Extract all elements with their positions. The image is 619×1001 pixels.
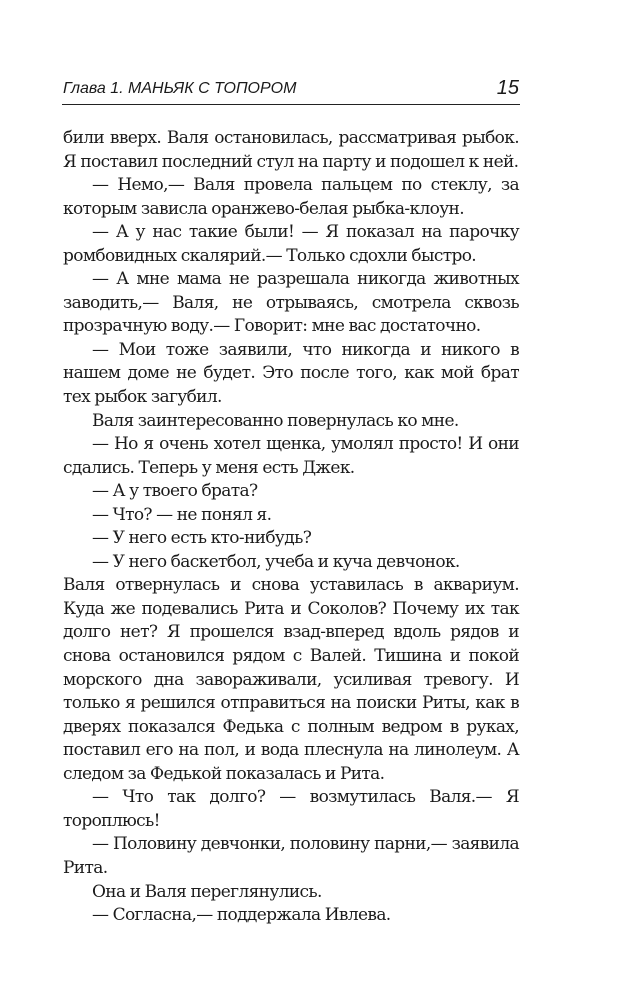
paragraph: Валя заинтересованно повернулась ко мне. xyxy=(92,410,459,431)
paragraph: — А у нас такие были! — Я показал на парочку ромбовидных скалярий.— Только сдохли быстро. xyxy=(63,222,519,266)
chapter-title: Глава 1. МАНЬЯК С ТОПОРОМ xyxy=(63,80,297,97)
page-number: 15 xyxy=(496,77,519,99)
paragraph: — Мои тоже заявили, что никогда и никого в нашем доме не будет. Это после того, как мой брат тех рыбок загубил. xyxy=(63,339,519,408)
header-rule xyxy=(62,104,520,105)
paragraph: — Но я очень хотел щенка, умолял просто! И они сдались. Теперь у меня есть Джек. xyxy=(63,434,519,478)
paragraph: — У него есть кто-нибудь? xyxy=(92,528,312,549)
paragraph: Валя отвернулась и снова уставилась в аквариум. Куда же подевались Рита и Соколов? Почему их так долго нет? Я прошелся взад-вперед вдоль рядов и снова остановился рядом с Валей. Тишина и покой морского дна завораживали, усиливая тревогу. И только я решился отправиться на поиски Риты, как в дверях показался Федька с полным ведром в руках, поставил его на пол, и вода плеснула на линолеум. А следом за Федькой показалась и Рита. xyxy=(63,575,519,784)
paragraph: били вверх. Валя остановилась, рассматривая рыбок. Я поставил последний стул на парту и подошел к ней. xyxy=(63,128,519,172)
paragraph: — У него баскетбол, учеба и куча девчонок. xyxy=(92,551,460,572)
paragraph: Она и Валя переглянулись. xyxy=(92,881,322,902)
paragraph: — А у твоего брата? xyxy=(92,481,258,502)
body-text xyxy=(63,127,519,928)
paragraph: — Немо,— Валя провела пальцем по стеклу, за которым зависла оранжево-белая рыбка-клоун. xyxy=(63,175,519,219)
paragraph: — Что так долго? — возмутилась Валя.— Я тороплюсь! xyxy=(63,787,519,831)
paragraph: — Половину девчонки, половину парни,— заявила Рита. xyxy=(63,834,519,878)
paragraph: — Согласна,— поддержала Ивлева. xyxy=(92,905,391,926)
running-header xyxy=(63,79,519,103)
paragraph: — А мне мама не разрешала никогда животных заводить,— Валя, не отрываясь, смотрела сквозь прозрачную воду.— Говорит: мне вас достаточно. xyxy=(63,269,519,337)
paragraph: — Что? — не понял я. xyxy=(92,504,272,525)
